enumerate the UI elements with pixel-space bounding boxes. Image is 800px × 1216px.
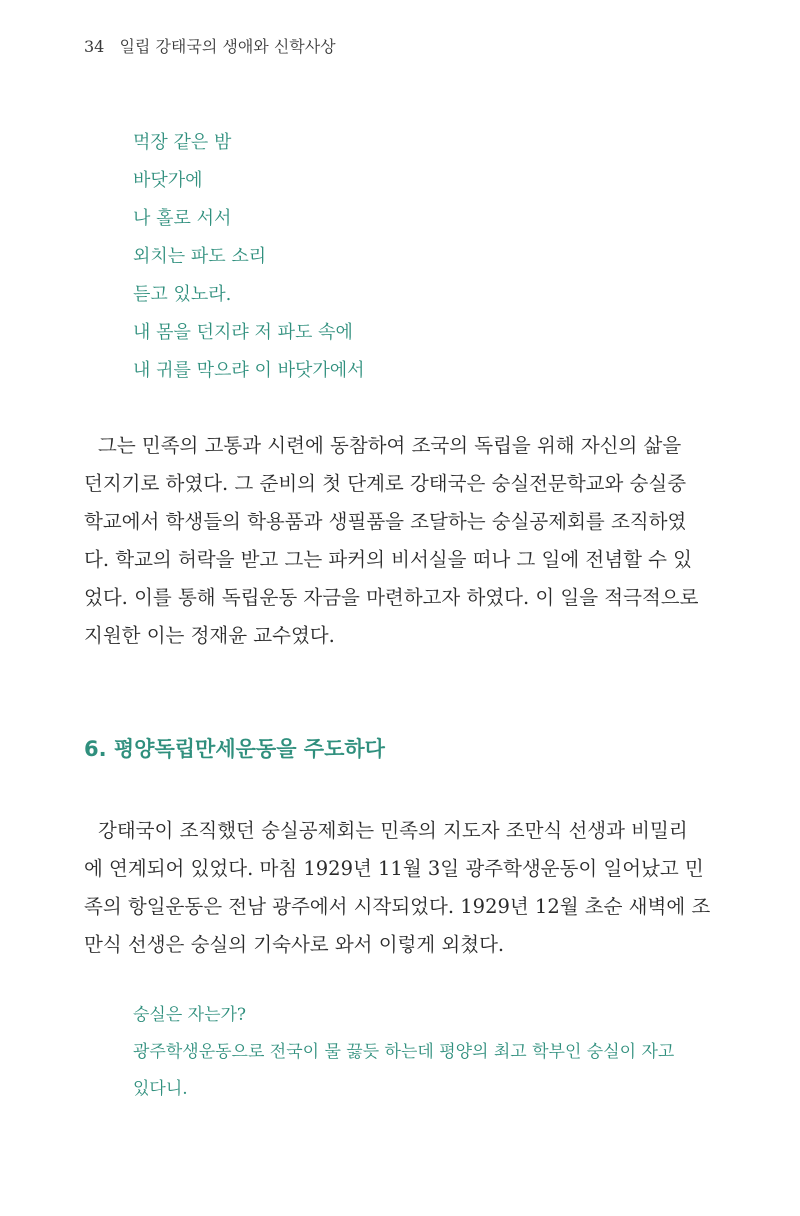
paragraph-line: 만식 선생은 숭실의 기숙사로 와서 이렇게 외쳤다.	[84, 933, 505, 956]
poem-line: 내 몸을 던지랴 저 파도 속에	[133, 322, 353, 343]
body-paragraph-2	[84, 812, 711, 964]
poem-line: 외치는 파도 소리	[133, 246, 267, 267]
quote-line: 있다니.	[133, 1079, 188, 1099]
poem-line: 내 귀를 막으랴 이 바닷가에서	[133, 360, 365, 381]
poem-line: 나 홀로 서서	[133, 208, 232, 229]
running-header	[84, 34, 336, 57]
paragraph-line: 그는 민족의 고통과 시련에 동참하여 조국의 독립을 위해 자신의 삶을	[98, 434, 682, 457]
paragraph-line: 에 연계되어 있었다. 마침 1929년 11월 3일 광주학생운동이 일어났고 민	[84, 857, 704, 880]
quote-line: 숭실은 자는가?	[133, 1005, 247, 1025]
paragraph-line: 학교에서 학생들의 학용품과 생필품을 조달하는 숭실공제회를 조직하였	[84, 510, 687, 533]
body-paragraph-1	[84, 427, 699, 655]
paragraph-line: 다. 학교의 허락을 받고 그는 파커의 비서실을 떠나 그 일에 전념할 수 있	[84, 548, 693, 571]
poem-line: 듣고 있노라.	[133, 284, 232, 305]
poem-line: 바닷가에	[133, 170, 203, 191]
section-heading: 6. 평양독립만세운동을 주도하다	[84, 737, 385, 761]
paragraph-line: 었다. 이를 통해 독립운동 자금을 마련하고자 하였다. 이 일을 적극적으로	[84, 586, 699, 609]
paragraph-line: 지원한 이는 정재윤 교수였다.	[84, 624, 335, 647]
quote-block	[133, 997, 698, 1108]
paragraph-line: 던지기로 하였다. 그 준비의 첫 단계로 강태국은 숭실전문학교와 숭실중	[84, 472, 687, 495]
quote-line: 광주학생운동으로 전국이 물 끓듯 하는데 평양의 최고 학부인 숭실이 자고	[133, 1042, 675, 1062]
poem-block	[133, 124, 365, 390]
book-title: 일립 강태국의 생애와 신학사상	[119, 37, 336, 56]
poem-line: 먹장 같은 밤	[133, 132, 232, 153]
paragraph-line: 족의 항일운동은 전남 광주에서 시작되었다. 1929년 12월 초순 새벽에 조	[84, 895, 711, 918]
page-number: 34	[84, 37, 105, 56]
paragraph-line: 강태국이 조직했던 숭실공제회는 민족의 지도자 조만식 선생과 비밀리	[98, 819, 688, 842]
